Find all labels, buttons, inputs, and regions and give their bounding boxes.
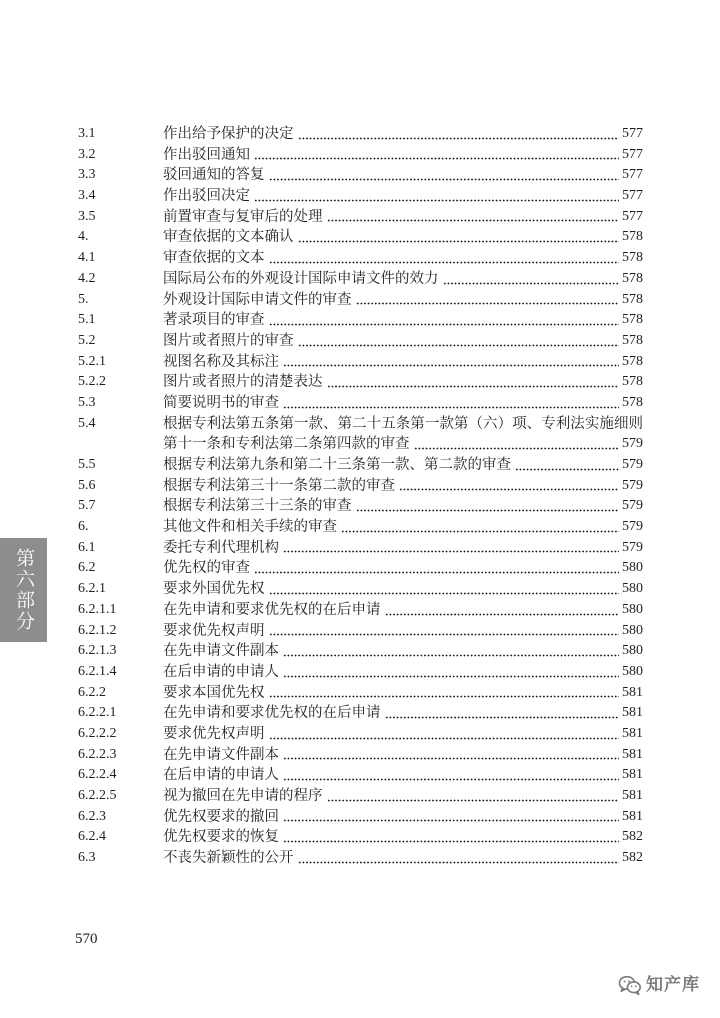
toc-entry-page: 577 [622,188,643,204]
toc-entry-line [78,745,643,766]
toc-entry [78,827,643,848]
toc-entry-title: 根据专利法第三十三条的审查 [163,498,352,515]
toc-entry [78,124,643,145]
toc-entry-title: 审查依据的文本确认 [163,229,294,246]
dot-leader [269,165,620,186]
watermark [618,974,700,996]
toc-entry-page: 577 [622,167,643,183]
toc-entry-number: 4. [78,229,89,245]
toc-entry-number: 6.2.4 [78,829,106,845]
toc-entry-number: 3.4 [78,188,96,204]
toc-entry [78,269,643,290]
toc-entry-number: 6.1 [78,539,96,555]
toc-entry-line [78,724,643,745]
toc-entry-line [78,683,643,704]
toc-entry [78,455,643,476]
toc-entry-line [78,269,643,290]
dot-leader [283,807,619,828]
toc-entry [78,414,643,455]
section-side-tab [0,538,47,642]
toc-entry-number: 4.2 [78,270,96,286]
toc-entry-number: 6.2.2.5 [78,788,117,803]
toc-entry [78,248,643,269]
dot-leader [283,538,619,559]
toc-entry-page: 581 [622,808,643,824]
toc-entry-title: 要求优先权声明 [163,725,265,742]
toc-entry-title: 审查依据的文本 [163,250,265,267]
toc-entry-page: 580 [622,601,643,617]
toc-entry-title: 外观设计国际申请文件的审查 [163,291,352,308]
toc-entry-number: 6.2.2.2 [78,725,117,741]
toc-entry-page: 577 [622,146,643,162]
toc-entry [78,476,643,497]
toc-entry [78,703,643,724]
toc-entry-line [78,352,643,373]
dot-leader [327,372,620,393]
toc-entry-page: 578 [622,312,643,328]
toc-entry-title: 要求优先权声明 [163,622,265,639]
toc-entry-title: 图片或者照片的审查 [163,332,294,349]
dot-leader [254,186,619,207]
toc-entry-title: 优先权的审查 [163,560,250,577]
toc-entry [78,807,643,828]
toc-entry-line [78,372,643,393]
dot-leader [283,352,619,373]
toc-entry-number: 5.4 [78,415,96,431]
toc-entry [78,724,643,745]
toc-entry-title: 优先权要求的撤回 [163,808,279,825]
toc-entry [78,331,643,352]
toc-entry-page: 577 [622,126,643,141]
dot-leader [356,496,620,517]
dot-leader [298,331,620,352]
toc-entry-number: 5.2 [78,332,96,348]
toc-entry-title: 委托专利代理机构 [163,539,279,556]
toc-entry-page: 581 [622,705,643,721]
toc-entry-number: 6.2.2 [78,684,106,700]
toc-entry-number: 5. [78,291,89,307]
watermark-text: 知产库 [646,975,700,995]
toc-entry [78,662,643,683]
toc-entry-title: 在先申请文件副本 [163,746,279,763]
toc-entry-page: 578 [622,353,643,369]
toc-entry-line [78,207,643,228]
toc-entry [78,641,643,662]
toc-entry-line [78,496,643,517]
toc-entry-page: 580 [622,581,643,597]
toc-entry-page: 581 [622,767,643,783]
toc-entry-line [78,827,643,848]
toc-entry-page: 579 [622,477,643,493]
toc-entry-line [78,558,643,579]
toc-entry-title: 在先申请和要求优先权的在后申请 [163,705,381,722]
toc-entry-page: 581 [622,725,643,741]
toc-entry [78,393,643,414]
toc-entry-line [78,331,643,352]
toc-entry [78,558,643,579]
dot-leader [269,579,620,600]
dot-leader [385,703,620,724]
toc-entry-page: 579 [622,539,643,555]
toc-entry-title: 不丧失新颖性的公开 [163,850,294,867]
toc-entry [78,765,643,786]
toc-entry-line [78,600,643,621]
toc-entry [78,496,643,517]
toc-entry [78,517,643,538]
toc-entry-page: 582 [622,850,643,866]
toc-entry-number: 3.5 [78,208,96,224]
toc-entry-line [78,662,643,683]
toc-entry-title: 图片或者照片的清楚表达 [163,374,323,391]
toc-entry-page: 580 [622,622,643,638]
toc-entry-number: 6.2.2.4 [78,767,117,783]
toc-entry-title: 驳回通知的答复 [163,167,265,184]
dot-leader [356,290,620,311]
toc-entry-page: 581 [622,684,643,700]
dot-leader [269,248,620,269]
toc-entry-title: 著录项目的审查 [163,312,265,329]
toc-entry-line [78,434,643,455]
toc-entry-number: 5.5 [78,457,96,472]
toc-entry [78,352,643,373]
toc-entry-title: 根据专利法第九条和第二十三条第一款、第二款的审查 [163,457,511,473]
toc-entry-title: 要求本国优先权 [163,684,265,701]
toc-entry [78,786,643,807]
toc-entry-line [78,248,643,269]
toc-entry-page: 582 [622,829,643,845]
toc-entry-number: 5.3 [78,394,96,410]
dot-leader [385,600,620,621]
dot-leader [283,765,619,786]
dot-leader [269,724,620,745]
dot-leader [327,207,620,228]
dot-leader [254,145,619,166]
toc-entry [78,600,643,621]
toc-entry-line [78,455,643,476]
toc-entry-title: 视图名称及其标注 [163,353,279,370]
toc-entry-title-continuation: 第十一条和专利法第二条第四款的审查 [163,436,410,453]
toc-entry-line [78,538,643,559]
toc-entry [78,165,643,186]
toc-entry-title: 根据专利法第三十一条第二款的审查 [163,477,395,494]
toc-entry-number: 6.2 [78,560,96,576]
dot-leader [327,786,620,807]
toc-entry [78,745,643,766]
dot-leader [269,683,620,704]
page-number: 570 [75,931,98,947]
toc-entry-number: 4.1 [78,250,96,266]
dot-leader [283,745,619,766]
toc-entry [78,310,643,331]
toc-entry-line [78,290,643,311]
dot-leader [283,393,619,414]
dot-leader [341,517,619,538]
dot-leader [269,621,620,642]
toc-entry-page: 578 [622,332,643,348]
toc-entry-title: 前置审查与复审后的处理 [163,208,323,225]
dot-leader [283,662,619,683]
toc-entry [78,145,643,166]
toc-entry-number: 6. [78,519,89,535]
toc-entry-title: 优先权要求的恢复 [163,829,279,846]
toc-entry [78,621,643,642]
toc-entry-line [78,165,643,186]
toc-entry [78,207,643,228]
dot-leader [283,641,619,662]
toc-entry-title: 作出驳回决定 [163,188,250,205]
toc-entry-page: 579 [622,436,643,452]
toc-entry-line [78,414,643,435]
toc-entry [78,186,643,207]
toc-entry-title: 在后申请的申请人 [163,663,279,680]
toc-entry-title: 国际局公布的外观设计国际申请文件的效力 [163,270,439,287]
toc-entry-line [78,517,643,538]
toc-entry-title: 其他文件和相关手续的审查 [163,519,337,536]
toc-entry [78,848,643,869]
toc-entry-number: 5.2.2 [78,374,106,390]
toc-entry-number: 3.3 [78,167,96,183]
dot-leader [399,476,619,497]
toc-entry-line [78,786,643,807]
toc-entry-line [78,393,643,414]
toc-entry-title: 作出给予保护的决定 [163,126,294,142]
toc-entry-title: 作出驳回通知 [163,146,250,163]
table-of-contents [78,124,643,869]
toc-entry-page: 578 [622,374,643,390]
toc-entry-line [78,227,643,248]
toc-entry-page: 579 [622,457,643,472]
toc-entry [78,372,643,393]
section-side-tab-label: 第六部分 [13,548,34,632]
dot-leader [254,558,619,579]
toc-entry-number: 6.2.1 [78,581,106,597]
toc-entry-title: 要求外国优先权 [163,581,265,598]
toc-entry-page: 578 [622,250,643,266]
toc-entry-page: 578 [622,229,643,245]
toc-entry-page: 578 [622,270,643,286]
dot-leader [298,227,620,248]
toc-entry-page: 580 [622,643,643,659]
toc-entry-line [78,703,643,724]
toc-entry-line [78,145,643,166]
toc-entry-line [78,579,643,600]
toc-entry-line [78,807,643,828]
toc-entry-page: 581 [622,788,643,803]
toc-entry-page: 580 [622,560,643,576]
toc-entry-line [78,641,643,662]
wechat-logo-icon [618,974,642,996]
dot-leader [515,455,619,476]
toc-entry-number: 5.7 [78,498,96,514]
dot-leader [298,124,620,145]
toc-entry-page: 581 [622,746,643,762]
dot-leader [443,269,620,290]
toc-entry-number: 6.3 [78,850,96,866]
toc-entry-title: 在后申请的申请人 [163,767,279,784]
toc-entry-number: 6.2.3 [78,808,106,824]
toc-entry-number: 6.2.1.4 [78,663,117,679]
toc-entry-page: 578 [622,291,643,307]
toc-entry-number: 5.6 [78,477,96,493]
toc-entry-line [78,848,643,869]
toc-entry [78,227,643,248]
toc-entry-line [78,621,643,642]
toc-entry-number: 6.2.1.1 [78,601,117,617]
toc-entry-line [78,476,643,497]
toc-entry-title: 视为撤回在先申请的程序 [163,788,323,804]
dot-leader [283,827,619,848]
dot-leader [414,434,620,455]
dot-leader [298,848,620,869]
toc-entry-line [78,186,643,207]
toc-entry-number: 6.2.2.3 [78,746,117,762]
toc-entry-number: 3.2 [78,146,96,162]
toc-entry-number: 3.1 [78,126,96,141]
toc-entry-page: 579 [622,498,643,514]
toc-entry [78,579,643,600]
toc-entry [78,683,643,704]
toc-entry [78,290,643,311]
toc-entry-title: 简要说明书的审查 [163,394,279,411]
toc-entry-line [78,310,643,331]
toc-entry-title: 在先申请文件副本 [163,643,279,660]
toc-entry-page: 579 [622,519,643,535]
toc-entry-page: 580 [622,663,643,679]
toc-entry-line [78,124,643,145]
toc-entry-number: 6.2.2.1 [78,705,117,721]
toc-entry-number: 5.1 [78,312,96,328]
toc-entry-title: 根据专利法第五条第一款、第二十五条第一款第（六）项、专利法实施细则 [163,415,643,432]
toc-entry-number: 5.2.1 [78,353,106,369]
toc-entry-number: 6.2.1.3 [78,643,117,659]
toc-entry-line [78,765,643,786]
toc-entry-page: 577 [622,208,643,224]
toc-entry-number-spacer [78,434,163,455]
toc-entry-page: 578 [622,394,643,410]
toc-entry [78,538,643,559]
toc-entry-number: 6.2.1.2 [78,622,117,638]
dot-leader [269,310,620,331]
toc-entry-title: 在先申请和要求优先权的在后申请 [163,601,381,618]
